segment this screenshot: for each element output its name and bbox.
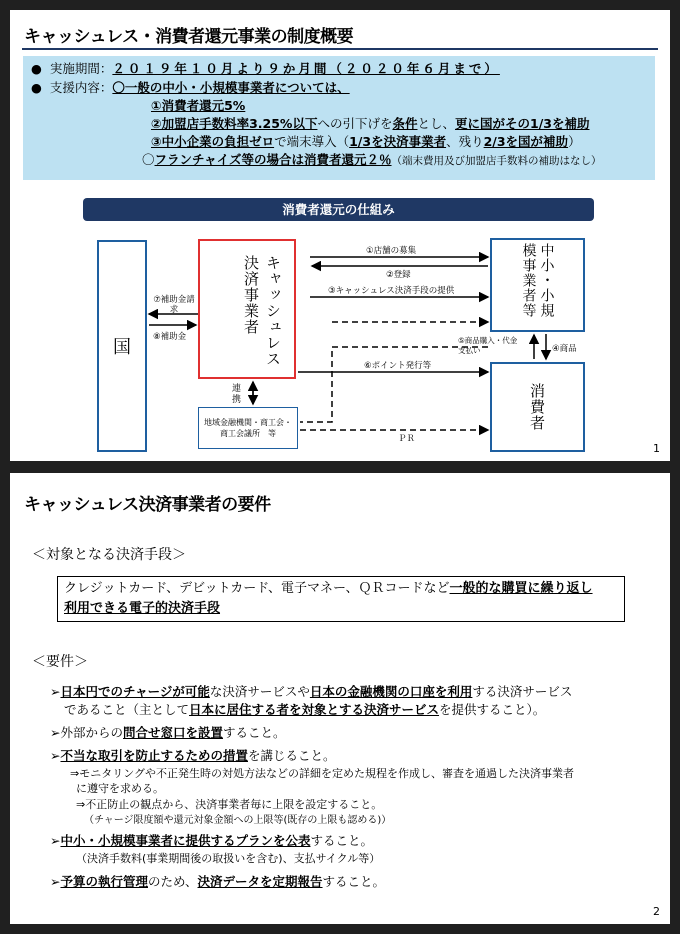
- payment-means-box: [57, 576, 625, 622]
- section-payment-means: ＜対象となる決済手段＞: [32, 547, 186, 563]
- r1-e: であること（主として: [64, 702, 190, 717]
- r4-sub-1: （決済手数料(事業期間後の取扱いを含む)、支払サイクル等）: [76, 852, 381, 865]
- item3-zero: ③中小企業の負担ゼロ: [151, 134, 275, 149]
- local-org-label: 地域金融機関・商工会・商工会議所 等: [204, 418, 292, 438]
- r3-b: を講じること。: [248, 748, 336, 763]
- r2-c: すること。: [223, 725, 286, 740]
- arrow-bullet-icon: ➢: [50, 833, 61, 848]
- item2-condition: 条件: [392, 116, 418, 131]
- support-label: 支援内容：: [49, 80, 113, 95]
- franchise-note: （端末費用及び加盟店手数料の補助はなし）: [391, 155, 602, 167]
- label-a7: ⑦補助金請求: [153, 295, 195, 315]
- slide-2: [10, 473, 670, 924]
- r2-a: 外部からの: [60, 725, 123, 740]
- means-text: クレジットカード、デビットカード、電子マネー、ＱＲコードなど: [64, 581, 450, 596]
- label-a3: ③キャッシュレス決済手段の提供: [328, 286, 455, 296]
- item3-gov: 2/3を国が補助: [483, 134, 569, 149]
- r1-f: 日本に居住する者を対象とする決済サービス: [189, 702, 440, 717]
- r5-a: 予算の執行管理: [60, 874, 148, 889]
- sme-label: 中小・小規模事業者等: [520, 243, 555, 318]
- requirement-4: [50, 831, 373, 849]
- means-emph2: 利用できる電子的決済手段: [64, 601, 221, 616]
- page-number: 2: [653, 905, 660, 918]
- requirement-1-cont: [64, 700, 545, 718]
- cashless-provider-label: キャッシュレス決済事業者: [242, 255, 282, 367]
- r5-d: すること。: [322, 874, 386, 889]
- label-a1: ①店舗の募集: [366, 246, 417, 256]
- r1-d: する決済サービス: [472, 684, 573, 699]
- slide-1: [10, 10, 670, 461]
- kuni-label: 国: [113, 337, 131, 358]
- r3-sub-4: （チャージ限度額や還元対象金額への上限等(既存の上限も認める)）: [84, 815, 392, 826]
- arrow-bullet-icon: ➢: [50, 725, 61, 740]
- consumer-label: 消費者: [528, 383, 546, 431]
- arrow-bullet-icon: ➢: [50, 748, 61, 763]
- item2-text: への引下げを: [317, 116, 393, 131]
- item3-close: ）: [568, 134, 581, 149]
- means-emph1: 一般的な購買に繰り返し: [449, 581, 593, 596]
- bullet-icon: ●: [31, 61, 50, 76]
- r3-sub-2: に遵守を求める。: [76, 782, 164, 795]
- label-a8: ⑧補助金: [153, 332, 187, 342]
- label-a4: ④商品: [552, 344, 577, 354]
- r4-b: すること。: [310, 833, 374, 848]
- item2-text2: とし、: [417, 116, 455, 131]
- slide-2-title: キャッシュレス決済事業者の要件: [24, 495, 271, 515]
- r3-sub-1: ⇒モニタリングや不正発生時の対処方法などの詳細を定めた規程を作成し、審査を通過した決済事業者: [70, 767, 574, 780]
- requirement-5: [50, 872, 385, 890]
- page-number: 1: [653, 442, 660, 455]
- item3-provider: 1/3を決済事業者: [349, 134, 447, 149]
- r1-a: 日本円でのチャージが可能: [60, 684, 210, 699]
- requirement-1: [50, 682, 572, 700]
- label-a2: ②登録: [386, 270, 411, 280]
- bullet-icon: ●: [31, 80, 50, 95]
- r1-g: を提供すること）。: [439, 702, 546, 717]
- franchise-mark: 〇: [142, 152, 155, 167]
- period-value: ２０１９年１０月より９か月間（２０２０年６月まで）: [112, 61, 500, 76]
- r5-c: 決済データを定期報告: [197, 874, 323, 889]
- r5-b: のため、: [148, 874, 198, 889]
- flow-arrows: [10, 10, 670, 461]
- item3-text: で端末導入（: [274, 134, 350, 149]
- section-requirements: ＜要件＞: [32, 654, 88, 670]
- arrow-bullet-icon: ➢: [50, 684, 61, 699]
- r3-sub-3: ⇒不正防止の観点から、決済事業者毎に上限を設定すること。: [76, 798, 383, 811]
- mechanism-banner: 消費者還元の仕組み: [83, 198, 594, 221]
- label-a5: ⑤商品購入・代金支払い: [458, 336, 518, 355]
- item3-text2: 、残り: [446, 134, 484, 149]
- r1-b: な決済サービスや: [209, 684, 310, 699]
- franchise-text: フランチャイズ等の場合は消費者還元２％: [154, 152, 392, 167]
- r4-a: 中小・小規模事業者に提供するプランを公表: [60, 833, 311, 848]
- slide-1-title: キャッシュレス・消費者還元事業の制度概要: [24, 27, 354, 47]
- item2-rate: ②加盟店手数料率3.25%以下: [151, 116, 318, 131]
- r3-a: 不当な取引を防止するための措置: [60, 748, 248, 763]
- requirement-3: [50, 746, 336, 764]
- requirement-2: [50, 723, 286, 741]
- r2-b: 問合せ窓口を設置: [123, 725, 224, 740]
- support-item-1: ①消費者還元5%: [151, 98, 246, 113]
- label-a6: ⑥ポイント発行等: [364, 361, 432, 371]
- period-label: 実施期間：: [49, 61, 113, 76]
- arrow-bullet-icon: ➢: [50, 874, 61, 889]
- r1-c: 日本の金融機関の口座を利用: [309, 684, 473, 699]
- label-renkei: 連携: [232, 384, 242, 405]
- item2-subsidy: 更に国がその1/3を補助: [455, 116, 590, 131]
- label-pr: ＰＲ: [398, 434, 416, 444]
- sme-lead: 〇一般の中小・小規模事業者については、: [112, 80, 350, 95]
